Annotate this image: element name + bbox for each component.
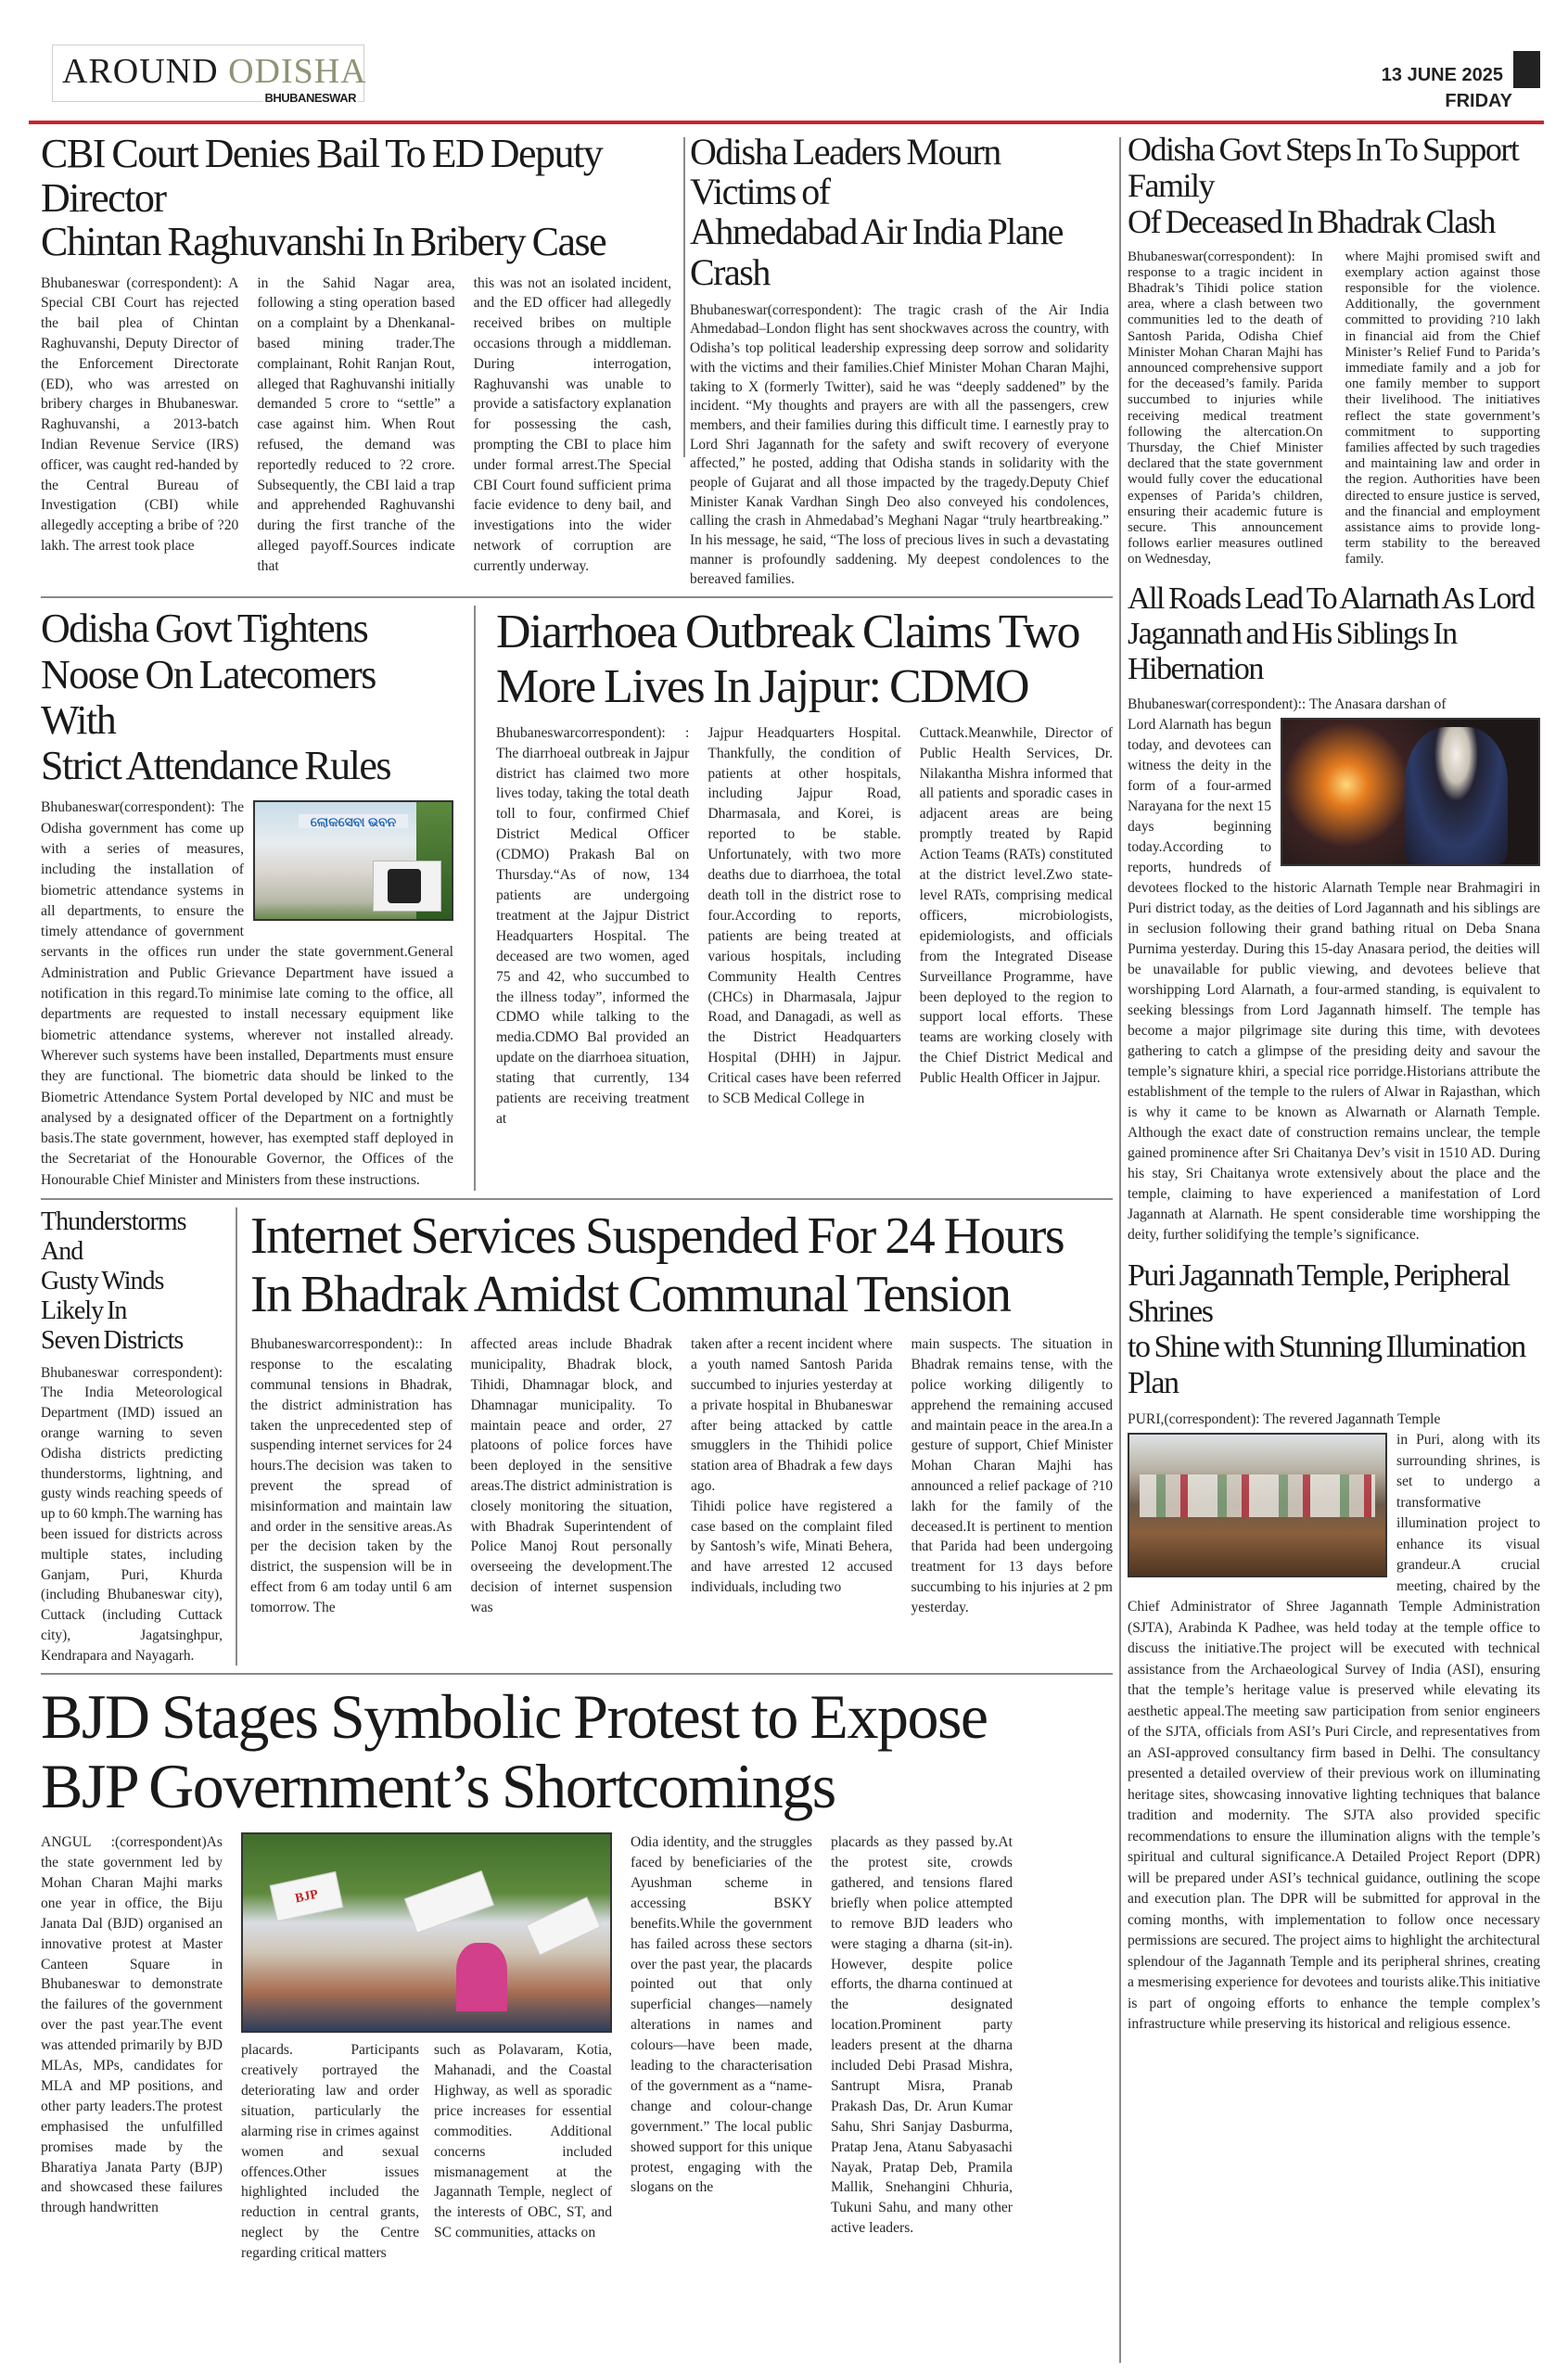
article-body-col: main suspects. The situation in Bhadrak remains tense, with the police working diligently to apprehend the remaining accused and maintain peace in the area.In a gesture of support, Chief Minister Mohan Charan Majhi has announced a relief package of ?10 lakh for the family of the deceased.It is pertinent to mention that Parida had been undergoing treatment for 13 days before succumbing to his injuries at 2 pm yesterday. (911, 1336, 1113, 1615)
meeting-participants (1140, 1474, 1375, 1517)
article-attendance (41, 606, 453, 1191)
column-divider (236, 1207, 237, 1666)
article-body: Lord Alarnath has begun today, and devotees can witness the deity in the form of a four-armed Narayana for the next 15 days beginning today.According to reports, hundreds of devotees flocked to the historic Alarnath Temple near Brahmagiri in Puri district today, as the deities of Lord Jagannath and his siblings are in seclusion following their grand bathing ritual on Deba Snana Purnima yesterday. During this 15-day Anasara period, the deities will be unavailable for public viewing, and devotees believe that worshipping Lord Alarnath, a four-armed standing, is equivalent to seeking blessings from Lord Jagannath himself. The temple has become a major pilgrimage site during this time, with devotees gathering to catch a glimpse of the presiding deity and savour the temple’s signature khiri, a special rice porridge.Historians attribute the establishment of the temple to the rulers of Alwar in Rajasthan, which is why it came to be known as Alwarnath or Alarnath Temple. Although the exact date of construction remains unclear, the temple gained prominence after Sri Chaitanya Dev’s visit in 1510 AD. During his stay, Sri Chaitanya wrote extensively about the place and the temple, claiming to have experienced a manifestation of Lord Jagannath at Alarnath. He spent considerable time worshipping the deity, further solidifying the temple’s significance. (1128, 716, 1540, 1243)
article-body-col: Jajpur Headquarters Hospital. Thankfully, the condition of patients at other hospitals, including Jajpur Road, Dharmasala, and Korei, is reported to be stable. Unfortunately, with two more deaths due to diarrhoea, the total death toll in the district rose to four.According to reports, patients are being treated at various hospitals, including Community Health Centres (CHCs) in Dharmasala, Jajpur Road, and Danagadi, as well as the District Headquarters Hospital (DHH) in Jajpur. Critical cases have been referred to SCB Medical College in (708, 724, 901, 1107)
headline-line: Thunderstorms And (41, 1207, 186, 1266)
row-divider (41, 1673, 1113, 1675)
row-divider (41, 596, 1113, 598)
article-body-col: taken after a recent incident where a youth named Santosh Parida succumbed to injuries yesterday at a private hospital in Bhubaneswar after being attacked by cattle smugglers in the Thihidi police station area of Bhadrak a few days ago. Tihidi police have registered a case based on the complaint filed by Santosh’s wife, Minati Behera, and have arrested 12 accused individuals, including two (691, 1336, 893, 1595)
headline (1128, 132, 1540, 240)
biometric-device (373, 861, 441, 912)
protest-placard (526, 1896, 602, 1956)
headline-line: More Lives In Jajpur: CDMO (496, 659, 1029, 713)
article-diarrhoea (496, 606, 1113, 1191)
column-divider (474, 606, 476, 1191)
headline-line: Strict Attendance Rules (41, 743, 390, 789)
headline (250, 1207, 1113, 1323)
article-lead: Bhubaneswar(correspondent):: The Anasara darshan of (1128, 696, 1447, 712)
brand-word-around: AROUND (62, 52, 219, 91)
headline (1128, 1258, 1540, 1402)
headline-line: All Roads Lead To Alarnath As Lord (1128, 581, 1535, 616)
issue-day: FRIDAY (1445, 91, 1512, 111)
headline-line: Odisha Govt Tightens (41, 606, 368, 652)
headline-line: to Shine with Stunning Illumination Plan (1128, 1330, 1525, 1401)
headline (1128, 581, 1540, 687)
article-body: Bhubaneswar(correspondent): The Odisha government has come up with a series of measures, including the installation of biometric attendance systems in all departments, to ensure the timely attendance of government servants in the offices run under the state government.General Administration and Public Grievance Department have issued a notification in this regard.To minimise late coming to the office, all departments are requested to install necessary equipment like biometric attendance systems, wherever not installed already. Wherever such systems have been installed, Departments must ensure they are functional. The biometric data should be linked to the Biometric Attendance System Portal developed by NIC and must be analysed by a designated officer of the Department on a fortnightly basis.The state government, however, has exempted staff deployed in the Secretariat of the Honourable Governor, the Offices of the Honourable Chief Minister and Ministers from these instructions. (41, 799, 453, 1188)
article-body-col: placards. Participants creatively portrayed the deteriorating law and order situation, particularly the alarming rise in crimes against women and sexual offences.Other issues highlighted included the reduction in central grants, neglect by the Centre regarding critical matters (241, 2042, 419, 2262)
article-body-col: ANGUL :(correspondent)As the state government led by Mohan Charan Majhi marks one year in office, the Biju Janata Dal (BJD) organised an innovative protest at Master Canteen Square in Bhubaneswar to demonstrate the failures of the government over the past year.The event was attended primarily by BJD MLAs, MPs, candidates for MLA and MP positions, and other party leaders.The protest emphasised the unfulfilled promises made by the Bharatiya Janata Party (BJP) and showcased these failures through handwritten (41, 1834, 223, 2216)
masthead-logo (52, 45, 367, 105)
headline-line: Noose On Latecomers With (41, 651, 376, 743)
headline (690, 132, 1109, 292)
right-news-column (1128, 132, 1540, 2036)
article-alarnath (1128, 581, 1540, 1245)
headline-line: Seven Districts (41, 1325, 184, 1355)
row-middle (41, 606, 1113, 1191)
article-body-col: where Majhi promised swift and exemplary action against those responsible for the violence. Additionally, the government committed to providing ?10 lakh in financial aid from the Chief Minister’s Relief Fund to Parida’s immediate family and a job for one family member to support their livelihood. The initiatives reflect the state government’s commitment to supporting families affected by such tragedies and maintaining law and order in the region. Authorities have been directed to ensure justice is served, and the financial and employment assistance aims to provide long-term stability to the bereaved family. (1345, 249, 1540, 568)
article-internet (250, 1207, 1113, 1666)
article-puri-illumination (1128, 1258, 1540, 2036)
article-lead: PURI,(correspondent): The revered Jagannath Temple (1128, 1410, 1441, 1427)
photo-sjta-meeting (1128, 1433, 1387, 1577)
photo-alarnath-deity (1281, 718, 1540, 866)
headline-line: Ahmedabad Air India Plane Crash (690, 211, 1063, 293)
headline-line: Jagannath and His Siblings In Hibernation (1128, 616, 1457, 686)
bjd-photo-and-columns (241, 1832, 612, 2264)
article-body-col: Bhubaneswar (correspondent): A Special CBI Court has rejected the bail plea of Chintan Raghuvanshi, Deputy Director of the Enforcement Directorate (ED), who was arrested on bribery charges in Bhubaneswar. Raghuvanshi, a 2013-batch Indian Revenue Service (IRS) officer, was caught red-handed by the Central Bureau of Investigation (CBI) while allegedly accepting a bribe of ?20 lakh. The arrest took place (41, 274, 239, 554)
headline-line: Odisha Govt Steps In To Support Family (1128, 131, 1519, 204)
article-body-col: this was not an isolated incident, and the ED officer had allegedly received bribes on multiple occasions through a middleman. During interrogation, Raghuvanshi was unable to provide a satisfactory explanation for possessing the cash, prompting the CBI to place him under formal arrest.The Special CBI Court found sufficient prima facie evidence to deny bail, and investigations into the wider network of corruption are currently underway. (473, 274, 671, 574)
headline-line: Chintan Raghuvanshi In Bribery Case (41, 219, 606, 265)
building-sign: ଲୋକସେବା ଭବନ (299, 814, 409, 828)
article-thunderstorms (41, 1207, 223, 1666)
article-air-crash (690, 132, 1109, 589)
article-body-col: affected areas include Bhadrak municipality, Bhadrak block, Tihidi, Dhamnagar block, and Dhamnagar municipality. To maintain peace and order, 27 platoons of police forces have been deployed in the sensitive areas.The district administration is closely monitoring the situation, with Bhadrak Superintendent of Police Manoj Rout personally overseeing the development.The decision of internet suspension was (470, 1336, 672, 1615)
article-body: Bhubaneswar(correspondent): The tragic crash of the Air India Ahmedabad–London flight has sent shockwaves across the country, with Odisha’s top political leadership expressing deep sorrow and solidarity with the victims and their families.Chief Minister Mohan Charan Majhi, taking to X (formerly Twitter), said he was “deeply saddened” by the incident. “My thoughts and prayers are with all the passengers, crew members, and their families during this difficult time. I earnestly pray to Lord Shri Jagannath for the safety and swift recovery of everyone affected,” he posted, adding that Odisha stands in solidarity with the people of Gujarat and all those impacted by the tragedy.Deputy Chief Minister Kanak Vardhan Singh Deo also conveyed his condolences, calling the crash in Ahmedabad’s Meghani Nagar “truly heartbreaking.” In his message, he said, “The loss of precious lives in such a devastating manner is profoundly saddening. My deepest condolences to the bereaved families. (690, 301, 1109, 587)
page-marker (1513, 51, 1540, 88)
brand-name (62, 51, 367, 92)
headline-line: BJD Stages Symbolic Protest to Expose (41, 1681, 988, 1753)
headline (41, 606, 453, 788)
headline (496, 606, 1113, 713)
row-divider (41, 1198, 1113, 1200)
row-top (41, 132, 1113, 589)
brand-word-odisha: ODISHA (228, 52, 367, 91)
photo-bjd-protest (241, 1832, 612, 2033)
headline (41, 1682, 1107, 1821)
article-cbi (41, 132, 671, 589)
headline-line: In Bhadrak Amidst Communal Tension (250, 1265, 1011, 1323)
headline (41, 1207, 223, 1356)
article-body-col: in the Sahid Nagar area, following a sting operation based on a complaint by a Dhenkanal-based mining trader.The complainant, Rohit Ranjan Rout, alleged that Raghuvanshi initially demanded 5 crore to “settle” a case against him. When Rout refused, the demand was reportedly reduced to ?2 crore. Subsequently, the CBI laid a trap and apprehended Raghuvanshi during the first tranche of the alleged payoff.Sources indicate that (257, 274, 455, 574)
article-body: in Puri, along with its surrounding shrines, is set to undergo a transformative illumination project to enhance its visual grandeur.A crucial meeting, chaired by the Chief Administrator of Shree Jagannath Temple Administration (SJTA), Arabinda K Padhee, was held today at the temple office to discuss the initiative.The project will be executed with technical assistance from the Archaeological Survey of India (ASI), ensuring that the temple’s heritage value is preserved while elevating its aesthetic appeal.The meeting saw participation from senior engineers of the SJTA, officials from ASI’s Puri Circle, and representatives from an ASI-approved consultancy firm based in Delhi. The consultancy presented a detailed overview of their previous work on illuminating heritage sites, showcasing innovative lighting techniques that balance tradition and modernity. The SJTA also provided specific recommendations to ensure the illumination aligns with the temple’s spiritual and cultural significance.A Detailed Project Report (DPR) will be prepared under ASI’s technical guidance, outlining the scope and execution plan. The DPR will be submitted for approval in the coming months, with implementation to follow once necessary permissions are secured. The project aims to highlight the architectural splendour of the Jagannath Temple and its peripheral shrines, creating a mesmerising experience for devotees and tourists alike.This initiative is part of ongoing efforts to enhance the temple complex’s infrastructure while preserving its historical and religious essence. (1128, 1432, 1540, 2033)
article-bjd-protest (41, 1682, 1107, 2264)
deity-idol (1405, 727, 1507, 864)
headline-line: CBI Court Denies Bail To ED Deputy Director (41, 131, 603, 221)
article-bhadrak-family (1128, 132, 1540, 568)
edition-city: BHUBANESWAR (264, 91, 356, 105)
article-body-col: Odia identity, and the struggles faced by beneficiaries of the Ayushman scheme in accessing BSKY benefits.While the government has failed across these sectors over the past year, the placards pointed out that only superficial changes—namely alterations in names and colours—have been made, leading to the characterisation of the government as a “name-change and colour-change government.” The local public showed support for this unique protest, engaging with the slogans on the (631, 1834, 812, 2196)
headline-line: Odisha Leaders Mourn Victims of (690, 131, 1001, 213)
masthead-rule (29, 121, 1544, 124)
column-divider (1119, 137, 1121, 2363)
headline-line: Internet Services Suspended For 24 Hours (250, 1207, 1064, 1265)
article-body-col: placards as they passed by.At the protest site, crowds gathered, and tensions flared briefly when police attempted to remove BJD leaders who were staging a dharna (sit-in). However, despite police efforts, the dharna continued at the designated location.Prominent party leaders present at the dharna included Debi Prasad Mishra, Santrupt Misra, Pranab Prakash Das, Dr. Arun Kumar Sahu, Shri Sanjay Dasburma, Pratap Jena, Atanu Sabyasachi Nayak, Pratap Deb, Pramila Mallik, Snehangini Chhuria, Tukuni Sahu, and many other active leaders. (831, 1834, 1013, 2237)
protest-placard (404, 1870, 494, 1934)
headline-line: Of Deceased In Bhadrak Clash (1128, 202, 1495, 240)
headline-line: BJP Government’s Shortcomings (41, 1751, 835, 1822)
row-lower (41, 1207, 1113, 1666)
protest-placard: BJP (269, 1871, 343, 1922)
article-body: Bhubaneswar correspondent): The India Meteorological Department (IMD) issued an orange warning to seven Odisha districts predicting thunderstorms, lightning, and gusty winds reaching speeds of up to 60 kmph.The warning has been issued for districts across multiple states, including Ganjam, Puri, Khurda (including Bhubaneswar city), Cuttack (including Cuttack city), Jagatsinghpur, Kendrapara and Nayagarh. (41, 1364, 223, 1664)
headline-line: Puri Jagannath Temple, Peripheral Shrines (1128, 1257, 1510, 1329)
photo-lok-seva-bhavan (253, 800, 453, 921)
article-body-col: Cuttack.Meanwhile, Director of Public Health Services, Dr. Nilakantha Mishra informed that all patients and sporadic cases in adjacent areas are being promptly treated by Rapid Action Teams (RATs) constituted at the district level.Zwo state-level RATs, comprising medical officers, microbiologists, epidemiologists, and officials from the Integrated Disease Surveillance Programme, have been deployed to the region to support local efforts. These teams are working closely with the Chief District Medical and Public Health Officer in Jajpur. (919, 724, 1113, 1087)
article-body-col: such as Polavaram, Kotia, Mahanadi, and the Coastal Highway, as well as sporadic price increases for essential commodities. Additional concerns included mismanagement at the Jagannath Temple, neglect of the interests of OBC, ST, and SC communities, attacks on (434, 2042, 612, 2241)
protester (456, 1943, 507, 2011)
article-body-col: Bhubaneswar(correspondent): In response to a tragic incident in Bhadrak’s Tihidi police station area, where a clash between two communities led to the death of Santosh Parida, Odisha Chief Minister Mohan Charan Majhi has announced comprehensive support for the deceased’s family. Parida succumbed to injuries while receiving medical treatment following the altercation.On Thursday, the Chief Minister declared that the state government would fully cover the educational expenses of Parida’s children, ensuring their academic future is secure. This announcement follows earlier measures outlined on Wednesday, (1128, 249, 1323, 568)
issue-date: 13 JUNE 2025 (1381, 65, 1503, 85)
main-news-area (41, 132, 1113, 2264)
article-body-col: Bhubaneswarcorrespondent):: In response to the escalating communal tensions in Bhadrak, the district administration has taken the unprecedented step of suspending internet services for 24 hours.The decision was taken to prevent the spread of misinformation and maintain law and order in the sensitive areas.As per the decision taken by the district, the suspension will be in effect from 6 am today until 6 am tomorrow. The (250, 1336, 453, 1615)
article-body-col: Bhubaneswarcorrespondent): : The diarrhoeal outbreak in Jajpur district has claimed two more lives today, taking the total death toll to four, confirmed Chief District Medical Officer (CDMO) Prakash Bal on Thursday.“As of now, 134 patients are undergoing treatment at the Jajpur District Headquarters Hospital. The deceased are two women, aged 75 and 42, who succumbed to the illness today”, informed the CDMO while talking to the media.CDMO Bal provided an update on the diarrhoea situation, stating that currently, 134 patients are receiving treatment at (496, 724, 690, 1127)
headline (41, 132, 671, 264)
headline-line: Gusty Winds Likely In (41, 1266, 164, 1325)
headline-line: Diarrhoea Outbreak Claims Two (496, 606, 1079, 659)
